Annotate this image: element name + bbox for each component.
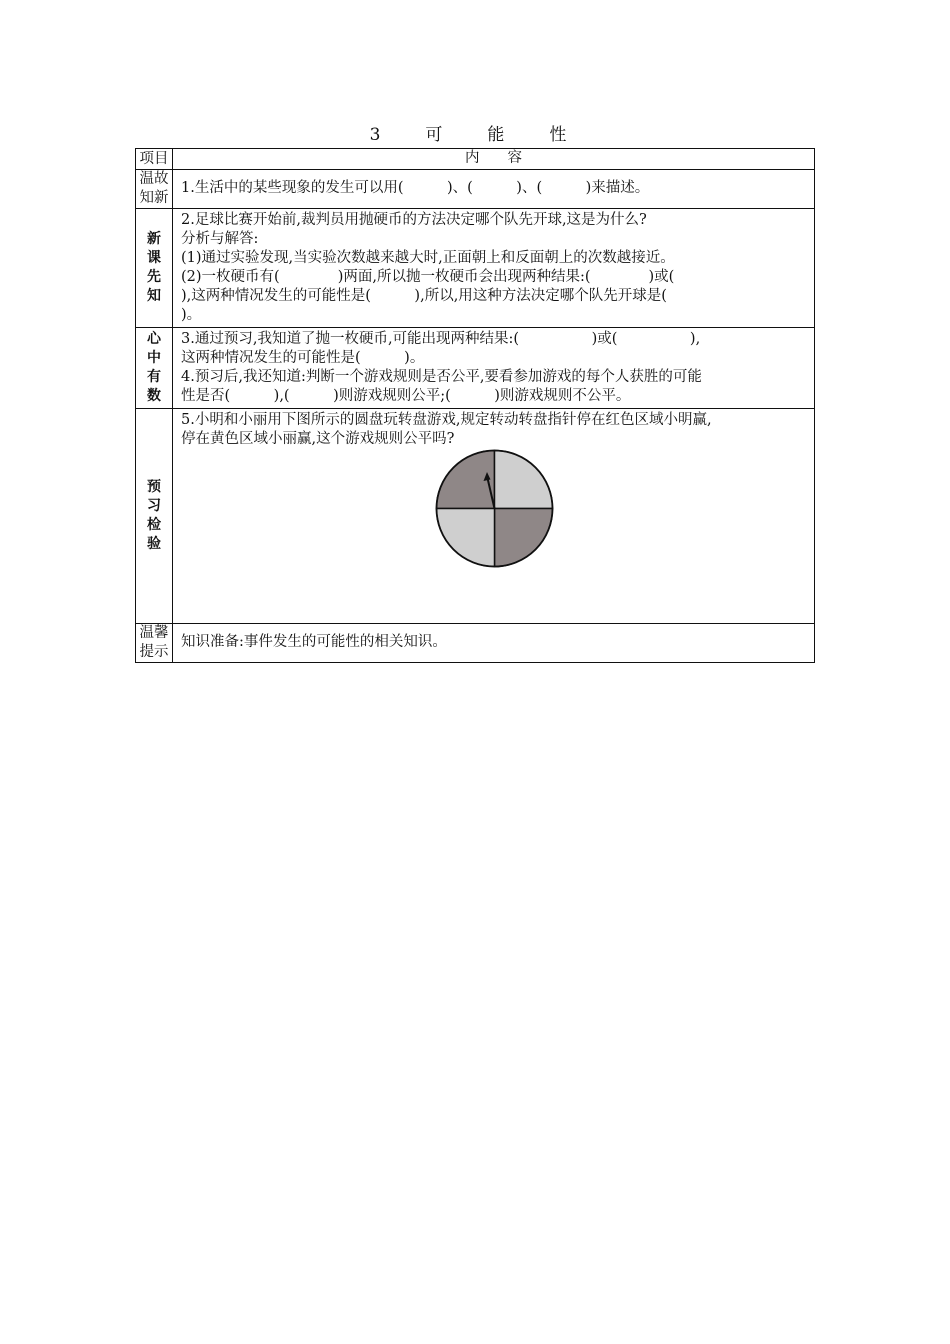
tip-text: 知识准备:事件发生的可能性的相关知识。	[181, 634, 447, 650]
question-4-cont: 性是否( ),( )则游戏规则公平;( )则游戏规则不公平。	[181, 388, 631, 404]
row-review	[136, 170, 815, 209]
analysis-point-1: (1)通过实验发现,当实验次数越来越大时,正面朝上和反面朝上的次数越接近。	[181, 250, 675, 266]
row-content-in-mind	[173, 328, 815, 409]
row-label-preview-check: 预习检验	[136, 409, 173, 624]
question-3-cont: 这两种情况发生的可能性是( )。	[181, 350, 425, 366]
row-content-review	[173, 170, 815, 209]
question-2: 2.足球比赛开始前,裁判员用抛硬币的方法决定哪个队先开球,这是为什么?	[181, 212, 647, 228]
page-title: 3 可 能 性	[369, 125, 581, 145]
analysis-heading: 分析与解答:	[181, 231, 259, 247]
row-label-review: 温故知新	[136, 170, 173, 209]
row-in-mind	[136, 328, 815, 409]
question-1: 1.生活中的某些现象的发生可以用( )、( )、( )来描述。	[181, 180, 650, 196]
row-content-preview-check	[173, 409, 815, 624]
header-item-label: 项目	[136, 149, 173, 170]
row-label-tips: 温馨提示	[136, 624, 173, 663]
row-label-in-mind: 心中有数	[136, 328, 173, 409]
row-label-new-lesson: 新课先知	[136, 209, 173, 328]
header-content-label: 内容	[173, 149, 815, 170]
row-preview-check	[136, 409, 815, 624]
header-row	[136, 149, 815, 170]
analysis-point-2-cont: ),这两种情况发生的可能性是( ),所以,用这种方法决定哪个队先开球是(	[181, 288, 667, 304]
spinner-wheel-icon	[432, 446, 557, 571]
analysis-point-2: (2)一枚硬币有( )两面,所以抛一枚硬币会出现两种结果:( )或(	[181, 269, 675, 285]
question-3: 3.通过预习,我知道了抛一枚硬币,可能出现两种结果:( )或( ),	[181, 331, 701, 347]
worksheet-table	[135, 148, 815, 663]
question-4: 4.预习后,我还知道:判断一个游戏规则是否公平,要看参加游戏的每个人获胜的可能	[181, 369, 702, 385]
row-content-tips	[173, 624, 815, 663]
row-new-lesson	[136, 209, 815, 328]
row-content-new-lesson	[173, 209, 815, 328]
analysis-point-2-end: )。	[181, 307, 202, 323]
question-5-cont: 停在黄色区域小丽赢,这个游戏规则公平吗?	[181, 431, 455, 447]
question-5: 5.小明和小丽用下图所示的圆盘玩转盘游戏,规定转动转盘指针停在红色区域小明赢,	[181, 412, 712, 428]
row-tips	[136, 624, 815, 663]
